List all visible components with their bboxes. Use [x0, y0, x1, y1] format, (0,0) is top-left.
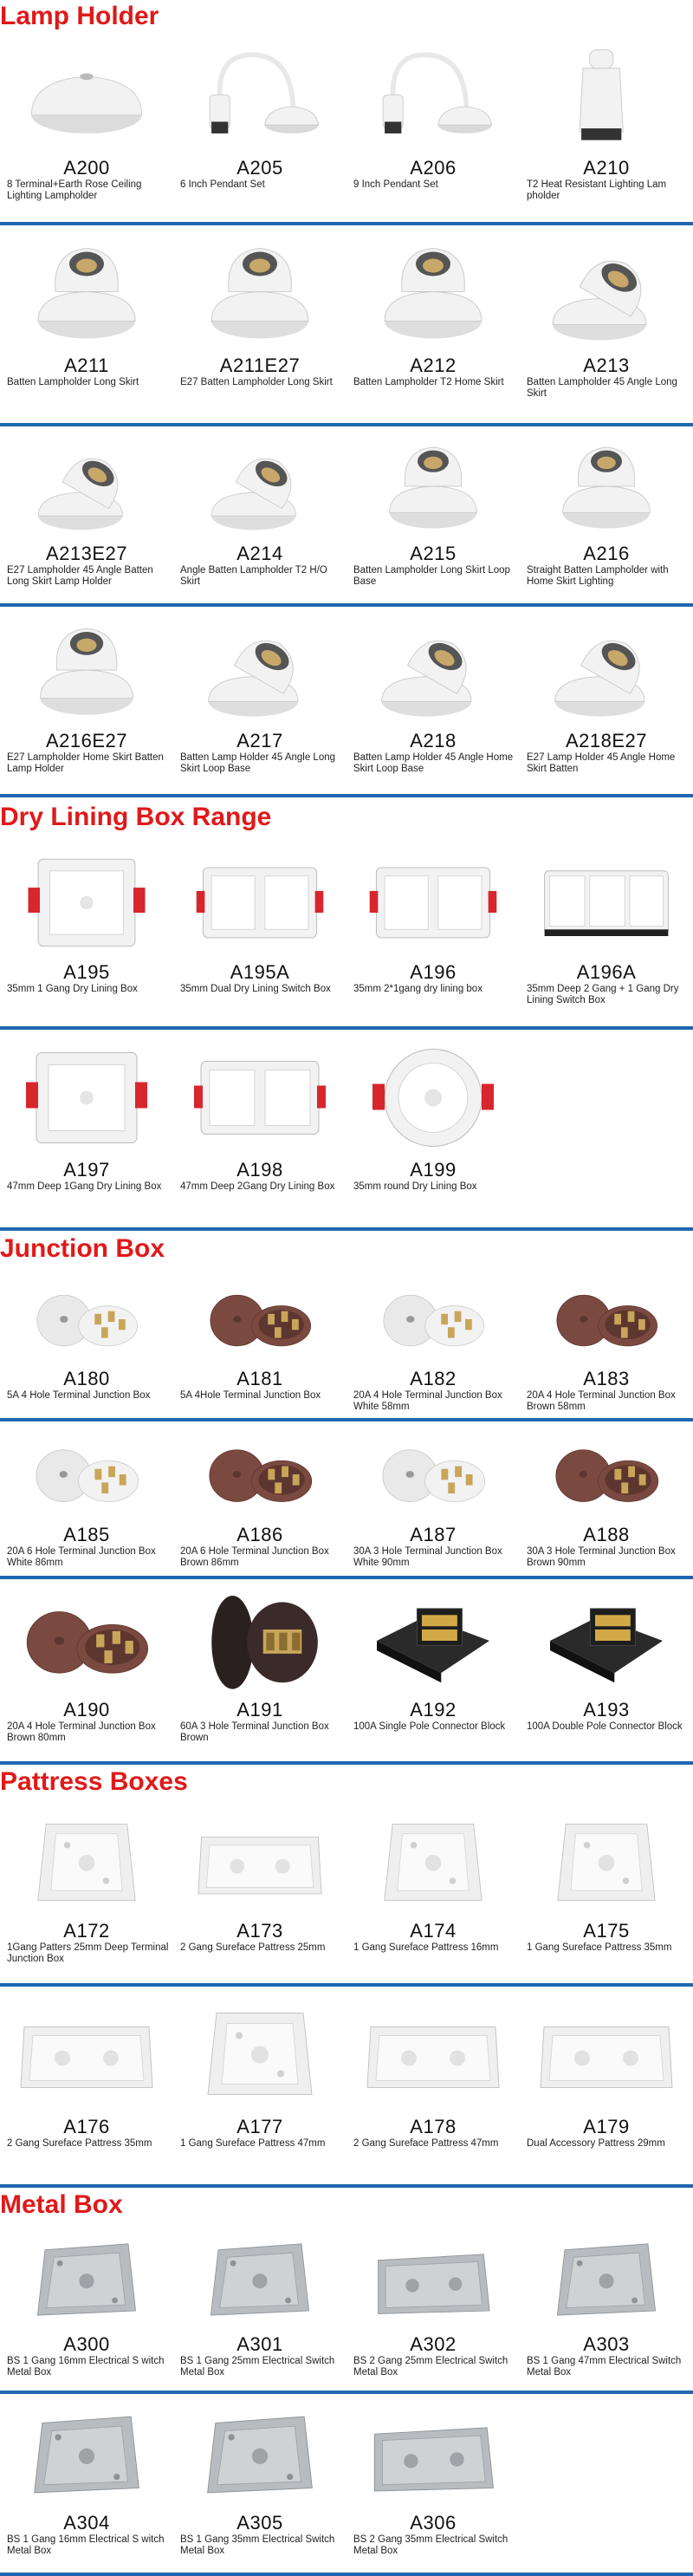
batten-lampholder-icon — [537, 432, 676, 541]
batten-lampholder-icon — [17, 231, 156, 353]
junction-box-white-icon — [364, 1427, 502, 1522]
product-description: 2 Gang Sureface Pattress 25mm — [180, 1942, 326, 1953]
product-code: A213E27 — [45, 543, 128, 564]
section-2 — [0, 1231, 693, 1765]
product-card[interactable] — [520, 1267, 693, 1418]
product-description: 5A 4Hole Terminal Junction Box — [180, 1390, 321, 1401]
product-card[interactable] — [173, 1030, 346, 1227]
product-code: A200 — [63, 157, 110, 179]
product-description: 1 Gang Sureface Pattress 47mm — [180, 2138, 326, 2149]
product-description: Batten Lampholder Long Skirt Loop Base — [353, 565, 510, 587]
junction-box-brown-icon — [17, 1584, 156, 1697]
product-code: A211E27 — [219, 355, 301, 376]
section-0 — [0, 0, 693, 797]
product-card[interactable] — [346, 1579, 520, 1761]
lampholder-icon — [537, 38, 676, 155]
product-card[interactable] — [173, 1421, 346, 1576]
product-card[interactable] — [0, 2394, 173, 2573]
ceiling-rose-icon — [17, 38, 156, 155]
product-description: Batten Lampholder Long Skirt — [7, 377, 139, 387]
product-code: A205 — [236, 157, 283, 179]
metal-box-icon — [17, 2399, 156, 2510]
product-row — [0, 1030, 693, 1227]
batten-lampholder-icon — [17, 612, 156, 728]
metal-box-icon — [537, 2228, 676, 2332]
product-description: BS 1 Gang 16mm Electrical S witch Metal Box — [7, 2356, 165, 2378]
metal-double-box-icon — [364, 2399, 502, 2510]
pattress-box-icon — [364, 1805, 502, 1918]
product-code: A210 — [583, 157, 630, 179]
product-row — [0, 1987, 693, 2184]
product-code: A188 — [583, 1524, 630, 1545]
product-card[interactable] — [0, 1799, 173, 1983]
product-description: 2 Gang Sureface Pattress 35mm — [7, 2138, 152, 2149]
product-card[interactable] — [346, 1030, 520, 1227]
angle-lampholder-icon — [364, 612, 502, 728]
product-code: A185 — [63, 1524, 110, 1545]
product-description: 30A 3 Hole Terminal Junction Box Brown 90mm — [527, 1546, 676, 1568]
product-description: Straight Batten Lampholder with Home Skirt Lighting — [527, 565, 669, 587]
product-description: 60A 3 Hole Terminal Junction Box Brown — [180, 1721, 329, 1743]
product-card[interactable] — [0, 607, 173, 794]
product-description: 1 Gang Sureface Pattress 35mm — [527, 1942, 672, 1953]
product-card[interactable] — [520, 607, 693, 794]
product-card[interactable] — [173, 1267, 346, 1418]
product-description: Batten Lamp Holder 45 Angle Long Skirt Loop Base — [180, 752, 336, 774]
product-card[interactable] — [520, 426, 693, 603]
connector-block-icon — [537, 1584, 676, 1697]
product-description: E27 Batten Lampholder Long Skirt — [180, 377, 333, 387]
product-code: A305 — [236, 2512, 283, 2534]
product-row — [0, 1421, 693, 1576]
angle-lampholder-icon — [537, 612, 676, 728]
product-card[interactable] — [173, 426, 346, 603]
section-3 — [0, 1765, 693, 2188]
dry-lining-triple-box-icon — [537, 842, 676, 959]
product-description: 20A 6 Hole Terminal Junction Box Brown 86mm — [180, 1546, 329, 1568]
section-1 — [0, 797, 693, 1231]
product-code: A215 — [410, 543, 457, 564]
junction-box-brown-icon — [537, 1272, 676, 1366]
product-card[interactable] — [520, 225, 693, 423]
product-code: A180 — [63, 1368, 110, 1389]
product-code: A186 — [236, 1524, 283, 1545]
metal-box-icon — [191, 2228, 329, 2332]
product-description: Angle Batten Lampholder T2 H/O Skirt — [180, 565, 327, 587]
product-code: A195 — [63, 961, 110, 983]
product-description: 35mm Deep 2 Gang + 1 Gang Dry Lining Switch Box — [527, 984, 679, 1005]
product-card[interactable] — [346, 1987, 520, 2184]
section-4 — [0, 2188, 693, 2576]
product-description: Batten Lampholder 45 Angle Long Skirt — [527, 377, 677, 399]
product-row — [0, 607, 693, 794]
product-code: A190 — [63, 1699, 110, 1721]
product-description: 2 Gang Sureface Pattress 47mm — [353, 2138, 499, 2149]
product-description: 20A 4 Hole Terminal Junction Box Brown 80mm — [7, 1721, 156, 1743]
product-row — [0, 225, 693, 423]
product-card[interactable] — [520, 2222, 693, 2391]
product-code: A212 — [410, 355, 457, 376]
product-description: 1Gang Patters 25mm Deep Terminal Junction Box — [7, 1942, 169, 1964]
product-card[interactable] — [0, 1267, 173, 1418]
product-code: A196A — [576, 961, 637, 983]
product-description: 1 Gang Sureface Pattress 16mm — [353, 1942, 499, 1953]
product-code: A183 — [583, 1368, 630, 1389]
product-code: A172 — [63, 1920, 110, 1942]
junction-box-brown-icon — [537, 1427, 676, 1522]
section-title: Metal Box — [0, 2190, 123, 2219]
product-card[interactable] — [0, 837, 173, 1026]
section-title: Pattress Boxes — [0, 1767, 188, 1796]
product-code: A306 — [410, 2512, 457, 2534]
product-card[interactable] — [346, 1799, 520, 1983]
product-card[interactable] — [346, 225, 520, 423]
product-description: 100A Single Pole Connector Block — [353, 1721, 506, 1732]
product-code: A211 — [64, 355, 109, 376]
pattress-box-icon — [191, 1992, 329, 2114]
product-card[interactable] — [173, 33, 346, 222]
product-code: A181 — [236, 1368, 283, 1389]
product-code: A300 — [63, 2333, 110, 2355]
product-description: 5A 4 Hole Terminal Junction Box — [7, 1390, 151, 1401]
product-code: A196 — [410, 961, 457, 983]
product-description: 20A 6 Hole Terminal Junction Box White 86mm — [7, 1546, 156, 1568]
product-description: 35mm Dual Dry Lining Switch Box — [180, 984, 331, 994]
product-description: Batten Lamp Holder 45 Angle Home Skirt Loop Base — [353, 752, 514, 774]
product-description: BS 2 Gang 25mm Electrical Switch Metal Box — [353, 2356, 508, 2378]
product-card[interactable] — [173, 1987, 346, 2184]
oval-junction-box-icon — [191, 1584, 329, 1697]
pattress-box-icon — [17, 1805, 156, 1918]
angle-lampholder-icon — [17, 432, 156, 541]
product-card[interactable] — [346, 426, 520, 603]
product-code: A214 — [236, 543, 283, 564]
product-description: BS 2 Gang 35mm Electrical Switch Metal Box — [353, 2534, 508, 2556]
product-card[interactable] — [0, 426, 173, 603]
dry-lining-box-icon — [17, 842, 156, 959]
product-code: A182 — [410, 1368, 457, 1389]
product-description: 30A 3 Hole Terminal Junction Box White 90mm — [353, 1546, 502, 1568]
product-card[interactable] — [346, 1421, 520, 1576]
metal-box-icon — [191, 2399, 329, 2510]
product-card[interactable] — [346, 607, 520, 794]
product-description: 47mm Deep 2Gang Dry Lining Box — [180, 1181, 335, 1192]
product-code: A213 — [583, 355, 630, 376]
product-card[interactable] — [173, 225, 346, 423]
product-row — [0, 1267, 693, 1418]
product-description: 35mm round Dry Lining Box — [353, 1181, 477, 1192]
product-card[interactable] — [173, 2222, 346, 2391]
section-title: Lamp Holder — [0, 2, 159, 30]
product-description: Batten Lampholder T2 Home Skirt — [353, 377, 504, 387]
product-card[interactable] — [346, 2222, 520, 2391]
product-description: E27 Lampholder 45 Angle Batten Long Skirt Lamp Holder — [7, 565, 153, 587]
product-code: A303 — [583, 2333, 630, 2355]
dry-lining-double-box-icon — [191, 842, 329, 959]
product-code: A176 — [63, 2116, 110, 2137]
product-row — [0, 837, 693, 1026]
pattress-double-box-icon — [537, 1992, 676, 2114]
product-card[interactable] — [346, 2394, 520, 2573]
product-description: 47mm Deep 1Gang Dry Lining Box — [7, 1181, 162, 1192]
junction-box-brown-icon — [191, 1427, 329, 1522]
product-card[interactable] — [0, 1421, 173, 1576]
row-divider — [0, 2573, 693, 2576]
product-card[interactable] — [520, 1799, 693, 1983]
junction-box-white-icon — [17, 1427, 156, 1522]
product-row — [0, 2394, 693, 2573]
pattress-box-icon — [537, 1805, 676, 1918]
product-code: A174 — [410, 1920, 457, 1942]
product-card[interactable] — [173, 1579, 346, 1761]
product-code: A173 — [236, 1920, 283, 1942]
product-card[interactable] — [346, 33, 520, 222]
product-code: A187 — [410, 1524, 457, 1545]
product-card[interactable] — [0, 225, 173, 423]
connector-block-icon — [364, 1584, 502, 1697]
dry-lining-double-box-icon — [364, 842, 502, 959]
product-code: A192 — [410, 1699, 457, 1721]
pattress-double-box-icon — [191, 1805, 329, 1918]
product-card[interactable] — [0, 1579, 173, 1761]
product-code: A206 — [410, 157, 457, 179]
angle-lampholder-icon — [191, 432, 329, 541]
pattress-double-box-icon — [364, 1992, 502, 2114]
product-description: E27 Lamp Holder 45 Angle Home Skirt Batten — [527, 752, 676, 774]
product-card[interactable] — [520, 1987, 693, 2184]
batten-lampholder-icon — [364, 231, 502, 353]
product-row — [0, 1579, 693, 1761]
product-card[interactable] — [173, 1799, 346, 1983]
product-description: 6 Inch Pendant Set — [180, 179, 265, 190]
product-code: A218 — [410, 730, 457, 751]
product-description: 100A Double Pole Connector Block — [527, 1721, 683, 1732]
product-code: A191 — [236, 1699, 283, 1721]
product-description: T2 Heat Resistant Lighting Lam pholder — [527, 179, 667, 201]
metal-box-icon — [17, 2228, 156, 2332]
product-description: 35mm 2*1gang dry lining box — [353, 984, 483, 994]
product-row — [0, 33, 693, 222]
product-code: A216 — [583, 543, 630, 564]
product-code: A198 — [236, 1159, 283, 1181]
product-card[interactable] — [520, 33, 693, 222]
product-description: BS 1 Gang 16mm Electrical S witch Metal Box — [7, 2534, 165, 2556]
product-description: 20A 4 Hole Terminal Junction Box Brown 58mm — [527, 1390, 676, 1412]
product-description: E27 Lampholder Home Skirt Batten Lamp Holder — [7, 752, 164, 774]
pendant-set-icon — [364, 38, 502, 155]
product-description: 35mm 1 Gang Dry Lining Box — [7, 984, 138, 994]
angle-lampholder-icon — [537, 231, 676, 353]
section-title: Dry Lining Box Range — [0, 803, 272, 831]
product-card[interactable] — [173, 837, 346, 1026]
product-code: A217 — [236, 730, 283, 751]
product-card[interactable] — [346, 1267, 520, 1418]
product-code: A195A — [230, 961, 290, 983]
product-code: A175 — [583, 1920, 630, 1942]
product-card[interactable] — [173, 607, 346, 794]
product-code: A304 — [63, 2512, 110, 2534]
product-card[interactable] — [0, 1987, 173, 2184]
product-code: A199 — [410, 1159, 457, 1181]
angle-lampholder-icon — [191, 612, 329, 728]
junction-box-brown-icon — [191, 1272, 329, 1366]
batten-lampholder-icon — [191, 231, 329, 353]
product-description: BS 1 Gang 47mm Electrical Switch Metal Box — [527, 2356, 682, 2378]
product-code: A216E27 — [45, 730, 128, 751]
product-description: BS 1 Gang 25mm Electrical Switch Metal Box — [180, 2356, 335, 2378]
product-card[interactable] — [520, 837, 693, 1026]
round-dry-lining-box-icon — [364, 1035, 502, 1157]
product-row — [0, 2222, 693, 2391]
junction-box-white-icon — [364, 1272, 502, 1366]
product-code: A301 — [236, 2333, 283, 2355]
product-row — [0, 426, 693, 603]
product-description: 20A 4 Hole Terminal Junction Box White 58mm — [353, 1390, 502, 1412]
product-row — [0, 1799, 693, 1983]
dry-lining-double-box-icon — [191, 1035, 329, 1157]
product-code: A177 — [236, 2116, 283, 2137]
junction-box-white-icon — [17, 1272, 156, 1366]
product-description: 8 Terminal+Earth Rose Ceiling Lighting Lampholder — [7, 179, 142, 201]
dry-lining-box-icon — [17, 1035, 156, 1157]
section-title: Junction Box — [0, 1234, 165, 1263]
product-card[interactable] — [346, 837, 520, 1026]
product-description: Dual Accessory Pattress 29mm — [527, 2138, 665, 2149]
product-code: A302 — [410, 2333, 457, 2355]
product-code: A178 — [410, 2116, 457, 2137]
product-description: 9 Inch Pendant Set — [353, 179, 438, 190]
product-code: A218E27 — [565, 730, 648, 751]
product-card[interactable] — [0, 2222, 173, 2391]
pendant-set-icon — [191, 38, 329, 155]
product-card[interactable] — [0, 1030, 173, 1227]
product-code: A193 — [583, 1699, 630, 1721]
product-description: BS 1 Gang 35mm Electrical Switch Metal Box — [180, 2534, 335, 2556]
product-code: A197 — [63, 1159, 110, 1181]
product-card[interactable] — [0, 33, 173, 222]
batten-lampholder-icon — [364, 432, 502, 541]
metal-double-box-icon — [364, 2228, 502, 2332]
product-card[interactable] — [520, 1421, 693, 1576]
pattress-double-box-icon — [17, 1992, 156, 2114]
product-card[interactable] — [173, 2394, 346, 2573]
product-code: A179 — [583, 2116, 630, 2137]
product-card[interactable] — [520, 1579, 693, 1761]
